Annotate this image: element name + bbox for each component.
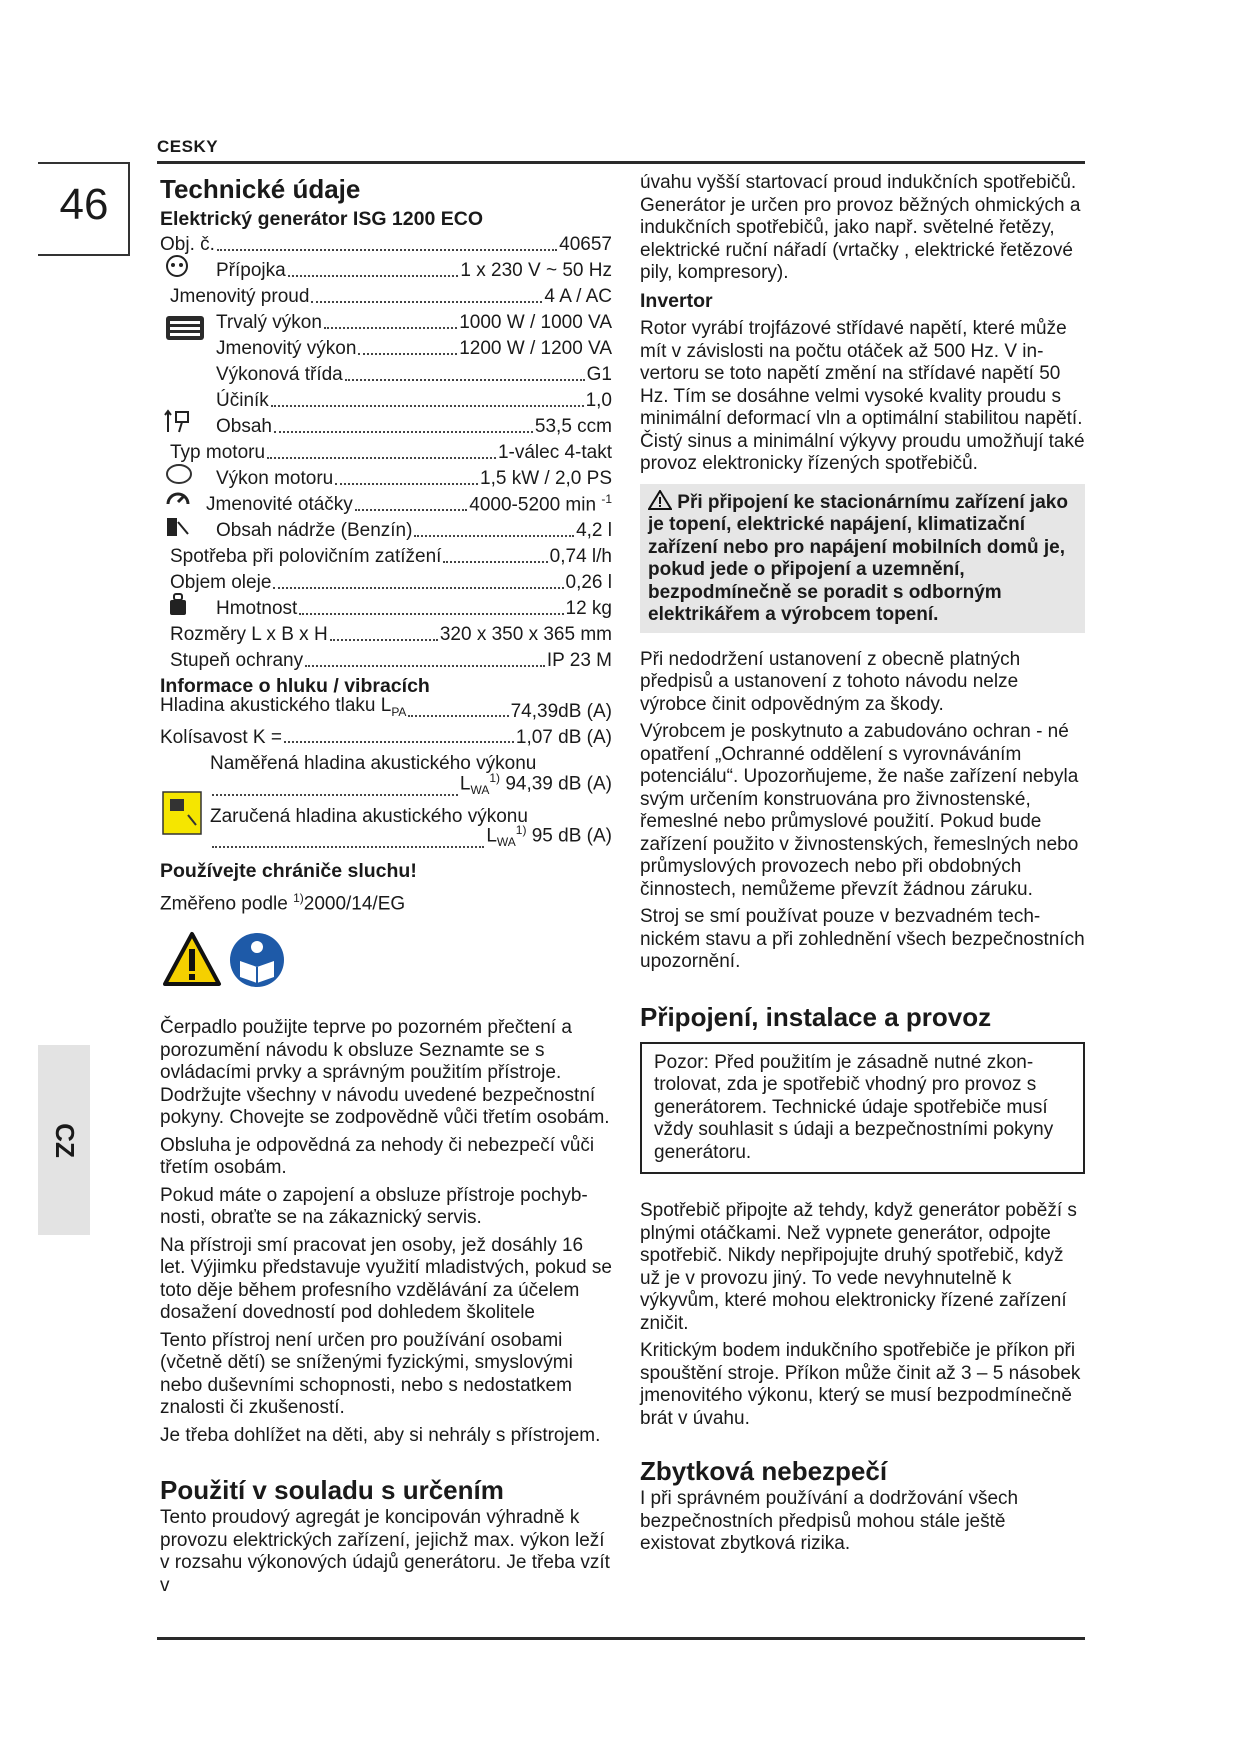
language-label: CESKY bbox=[157, 137, 219, 156]
country-tab-label: CZ bbox=[49, 1122, 80, 1158]
engine-icon bbox=[164, 462, 194, 491]
sound-power-label-icon bbox=[162, 791, 202, 842]
paragraph: Výrobcem je poskytnuto a zabudováno ochran - né opatření „Ochranné oddělení s vyrovnáváním potenciálu“. Upozorňujeme, že naše zařízení nebyla svým určením konstruována pro živnostenské, řemeslné nebo průmyslové použití. Pokud bude zařízení použito v živnostenských, řemeslných nebo průmyslových provozech nebo při obdobných činnostech, nemůžeme převzít žádnou záruku. bbox=[640, 721, 1079, 900]
spec-row: Jmenovitý výkon 1200 W / 1200 VA bbox=[216, 338, 612, 359]
noise-title: Informace o hluku / vibracích bbox=[160, 674, 430, 697]
footer-rule bbox=[157, 1637, 1085, 1640]
paragraph: Stroj se smí používat pouze v bezvadném tech- nickém stavu a při zohlednění všech bezpečnostních upozornění. bbox=[640, 906, 1085, 972]
spec-row: Objem oleje 0,26 l bbox=[170, 572, 612, 593]
fuel-can-icon bbox=[164, 514, 194, 543]
paragraph: Na přístroji smí pracovat jen osoby, jež dosáhly 16 let. Výjimku představuje využití mladistvých, pokud se toto děje během profesního vzdělávání za účelem dosažení dovedností pod dohledem školitele bbox=[160, 1234, 612, 1324]
spec-row: Rozměry L x B x H 320 x 350 x 365 mm bbox=[170, 624, 612, 645]
intro-continued: úvahu vyšší startovací proud indukčních spotřebičů. Generátor je určen pro provoz běžných ohmických a indukčních spotřebičů, jako např. světelné řetězy, elektrické ruční nářadí (vrtačky , elektrické řetězové pily, kompresory). bbox=[640, 172, 1081, 283]
guaranteed-sound-row: $L_{WA}^{1)}$ 95 dB (A) bbox=[210, 828, 612, 854]
spec-row: Obsah 53,5 ccm bbox=[160, 413, 612, 439]
spec-row: Trvalý výkon 1000 W / 1000 VA bbox=[160, 309, 612, 335]
product-name: Elektrický generátor ISG 1200 ECO bbox=[160, 208, 483, 230]
ear-protection-warning: Používejte chrániče sluchu! bbox=[160, 860, 417, 882]
measured-sound-row: $L_{WA}^{1)}$ 94,39 dB (A) bbox=[210, 776, 612, 802]
spec-row: Spotřeba při polovičním zatížení 0,74 l/h bbox=[170, 546, 612, 567]
paragraph: Čerpadlo použijte teprve po pozorném přečtení a porozumění návodu k obsluze Seznamte se s ovládacími prvky a správným použitím přístroje. Dodržujte všechny v návodu uvedené bezpečnostní pokyny. Chovejte se zodpovědně vůči třetím osobám. bbox=[160, 1017, 610, 1129]
spec-row: Typ motoru 1-válec 4-takt bbox=[170, 442, 612, 463]
warning-icon bbox=[648, 490, 672, 510]
measured-per-directive: Změřeno podle $^{1)}$2000/14/EG bbox=[160, 890, 406, 914]
rpm-icon bbox=[164, 488, 192, 517]
residual-risks-text: I při správném používání a dodržování všech bezpečnostních předpisů mohou stále ještě existovat zbytková rizika. bbox=[640, 1488, 1019, 1554]
warning-triangle-icon bbox=[162, 931, 222, 987]
invertor-text: Rotor vyrábí trojfázové střídavé napětí, které může mít v závislosti na počtu otáček až 500 Hz. V in- vertoru se toto napětí změní na střídavé napětí 50 Hz. Tím se dosáhne velmi vysoké kvality proudu s minimální deformací vln a optimální stabilitou napětí. Čistý sinus a minimální výkyvy proudu umožňují také provoz elektronicky řízených spotřebičů. bbox=[640, 318, 1085, 474]
noise-k-row: Kolísavost K = 1,07 dB (A) bbox=[160, 726, 612, 748]
right-column bbox=[640, 172, 1085, 1561]
caution-box: Pozor: Před použitím je zásadně nutné zkon- trolovat, zda je spotřebič vhodný pro provoz s generátorem. Technické údaje spotřebiče musí vždy souhlasit s údaji a bezpečnostními pokyny generátoru. bbox=[640, 1042, 1085, 1175]
intended-use-text: Tento proudový agregát je koncipován výhradně k provozu elektrických zařízení, jejichž max. výkon leží v rozsahu výkonových údajů generátoru. Je třeba vzít v bbox=[160, 1507, 610, 1596]
guaranteed-sound-label: Zaručená hladina akustického výkonu bbox=[210, 805, 528, 827]
spec-row: Jmenovité otáčky 4000-5200 min $^{-1}$ bbox=[160, 491, 612, 517]
paragraph: Kritickým bodem indukčního spotřebiče je příkon při spouštění stroje. Příkon může činit až 3 – 5 násobek jmenovitého výkonu, který se musí bezpodmínečně brát v úvahu. bbox=[640, 1340, 1081, 1429]
spec-row: Přípojka 1 x 230 V ~ 50 Hz bbox=[160, 257, 612, 283]
read-manual-icon bbox=[228, 931, 286, 989]
spec-row: Výkonová třída G1 bbox=[216, 364, 612, 385]
measured-sound-label: Naměřená hladina akustického výkonu bbox=[210, 753, 537, 774]
sound-power-block bbox=[160, 753, 612, 854]
safety-icons bbox=[162, 931, 612, 989]
spec-row: Účiník 1,0 bbox=[216, 390, 612, 411]
plug-socket-icon bbox=[164, 254, 190, 283]
header-rule bbox=[157, 161, 1085, 164]
weight-icon bbox=[164, 592, 194, 621]
noise-pressure-row: Hladina akustického tlaku $L_{PA}$ 74,39dB (A) bbox=[160, 694, 612, 722]
paragraph: Spotřebič připojte až tehdy, když generátor poběží s plnými otáčkami. Než vypnete generátor, odpojte spotřebič. Nikdy nepřipojujte druhý spotřebič, když už je v provozu jiný. To vede nevyhnutelně k výkyvům, které mohou elektronicky řízené zařízení zničit. bbox=[640, 1200, 1077, 1334]
spec-row: Obj. č. 40657 bbox=[160, 234, 612, 255]
spec-row: Stupeň ochrany IP 23 M bbox=[170, 650, 612, 671]
paragraph: Při nedodržení ustanovení z obecně platných předpisů a ustanovení z tohoto návodu nelze výrobce činit odpovědným za škody. bbox=[640, 648, 1021, 715]
connection-title: Připojení, instalace a provoz bbox=[640, 1001, 992, 1032]
spec-row: Výkon motoru 1,5 kW / 2,0 PS bbox=[160, 465, 612, 491]
technical-data-title: Technické údaje bbox=[160, 174, 361, 204]
intended-use-title: Použití v souladu s určením bbox=[160, 1475, 504, 1506]
invertor-title: Invertor bbox=[640, 289, 713, 312]
paragraph: Tento přístroj není určen pro používání osobami (včetně dětí) se sníženými fyzickými, smyslovými nebo duševními schopnosti, nebo s nedostatkem znalosti či zkušeností. bbox=[160, 1329, 573, 1419]
left-column bbox=[160, 172, 612, 1602]
spec-row: Jmenovitý proud 4 A / AC bbox=[170, 286, 612, 307]
spec-row: Hmotnost 12 kg bbox=[160, 595, 612, 621]
paragraph: Obsluha je odpovědná za nehody či nebezpečí vůči třetím osobám. bbox=[160, 1134, 595, 1179]
page-number: 46 bbox=[59, 180, 109, 229]
paragraph: Pokud máte o zapojení a obsluze přístroje pochyb- nosti, obraťte se na zákaznický servis. bbox=[160, 1184, 588, 1229]
residual-risks-title: Zbytková nebezpečí bbox=[640, 1456, 888, 1486]
paragraph: Je třeba dohlížet na děti, aby si nehrály s přístrojem. bbox=[160, 1424, 601, 1446]
piston-icon bbox=[164, 408, 194, 439]
installation-warning-box: Při připojení ke stacionárnímu zařízení jako je topení, elektrické napájení, klimatizační zařízení nebo pro napájení mobilních domů je, pokud jede o připojení a uzemnění, bezpodmínečně se poradit s odborným elektrikářem a výrobcem topení. bbox=[640, 484, 1085, 633]
spec-row: Obsah nádrže (Benzín) 4,2 l bbox=[160, 517, 612, 543]
